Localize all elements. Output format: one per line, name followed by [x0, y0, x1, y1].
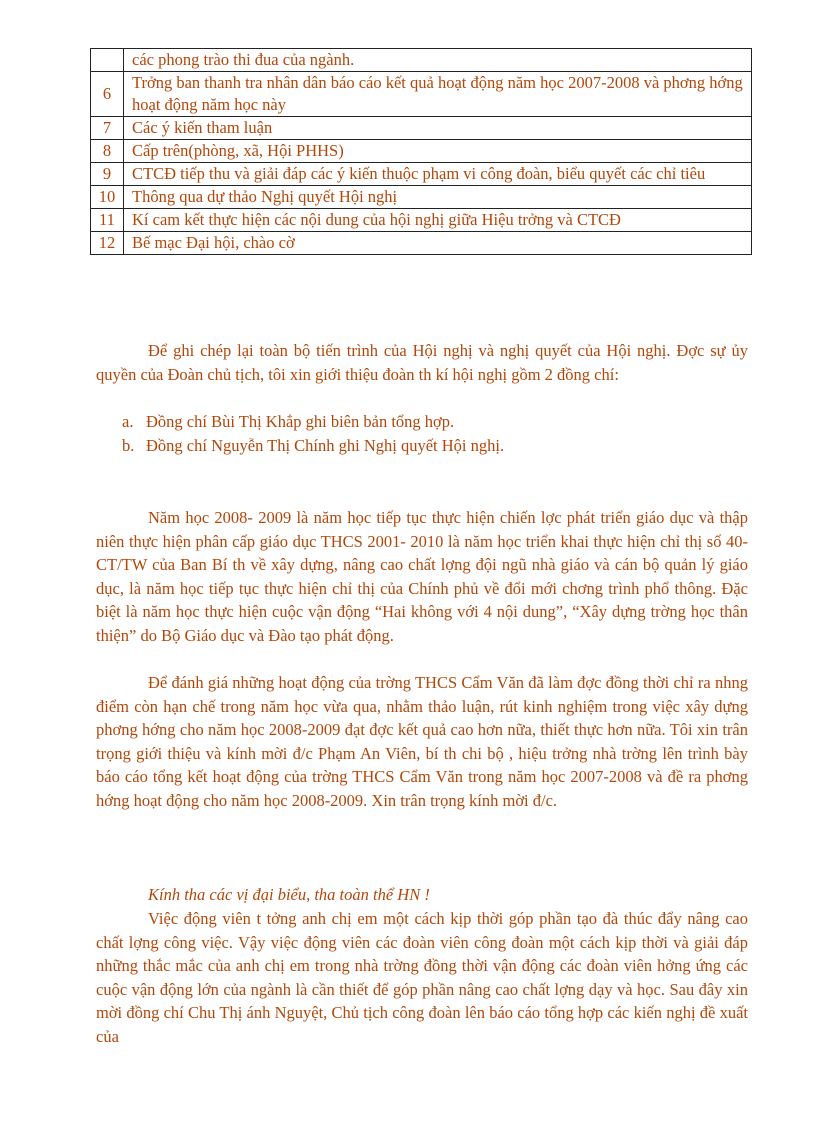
row-text: Cấp trên(phòng, xã, Hội PHHS) — [124, 140, 752, 163]
row-text: Các ý kiến tham luận — [124, 117, 752, 140]
row-number: 8 — [91, 140, 124, 163]
list-text: Đồng chí Bùi Thị Khắp ghi biên bản tổng hợp. — [146, 412, 455, 431]
agenda-table — [90, 48, 752, 255]
year-intro: Năm học 2008- 2009 là năm học tiếp tục thực hiện chiến lợc phát triển giáo dục và thập niên thực hiện phân cấp giáo dục THCS 2001- 2010 là năm học triển khai thực hiện chỉ thị số 40- CT/TW của Ban Bí th về xây dựng, nâng cao chất lợng đội ngũ nhà giáo và cán bộ quản lý giáo dục, là năm học tiếp tục thực hiện chỉ thị của Chính phủ về đổi mới chơng trình phổ thông. Đặc biệt là năm học thực hiện cuộc vận động “Hai không với 4 nội dung”, “Xây dựng trờng học thân thiện” do Bộ Giáo dục và Đào tạo phát động. — [96, 508, 748, 645]
row-text: Thông qua dự thảo Nghị quyết Hội nghị — [124, 186, 752, 209]
row-number: 11 — [91, 209, 124, 232]
row-number: 10 — [91, 186, 124, 209]
list-marker: b. — [122, 435, 135, 455]
secretary-list — [122, 410, 742, 457]
table-row — [91, 186, 752, 209]
row-number — [91, 49, 124, 72]
list-text: Đồng chí Nguyễn Thị Chính ghi Nghị quyết Hội nghị. — [146, 435, 505, 455]
table-row — [91, 49, 752, 72]
row-number: 6 — [91, 72, 124, 117]
report-intro: Để đánh giá những hoạt động của trờng THCS Cẩm Văn đã làm đợc đồng thời chỉ ra nhng điểm còn hạn chế trong năm học vừa qua, nhằm thảo luận, rút kinh nghiệm trong việc xây dựng phơng hớng cho năm học 2008-2009 đạt đợc kết quả cao hơn nữa, thiết thực hơn nữa. Tôi xin trân trọng giới thiệu và kính mời đ/c Phạm An Viên, bí th chi bộ , hiệu trởng nhà trờng lên trình bày báo cáo tổng kết hoạt động của trờng THCS Cẩm Văn trong năm học 2007-2008 và đề ra phơng hớng hoạt động cho năm học 2008-2009. Xin trân trọng kính mời đ/c. — [96, 673, 748, 810]
table-row — [91, 163, 752, 186]
row-text: CTCĐ tiếp thu và giải đáp các ý kiến thuộc phạm vi công đoàn, biểu quyết các chỉ tiêu — [124, 163, 752, 186]
table-row — [91, 117, 752, 140]
greeting: Kính tha các vị đại biểu, tha toàn thể HN ! — [148, 885, 430, 904]
table-row — [91, 140, 752, 163]
union-intro: Việc động viên t tởng anh chị em một cách kịp thời góp phần tạo đà thúc đẩy nâng cao chất lợng công việc. Vậy việc động viên các đoàn viên công đoàn một cách kịp thời và giải đáp những thắc mắc của anh chị em trong nhà trờng đồng thời vận động các đoàn viên hởng ứng các cuộc vận động lớn của ngành là cần thiết để góp phần nâng cao chất lợng dạy và học. Sau đây xin mời đồng chí Chu Thị ánh Nguyệt, Chủ tịch công đoàn lên báo cáo tổng hợp các kiến nghị đề xuất của — [96, 909, 748, 1046]
row-number: 9 — [91, 163, 124, 186]
row-text: Bế mạc Đại hội, chào cờ — [124, 232, 752, 255]
table-row — [91, 209, 752, 232]
table-row — [91, 232, 752, 255]
row-text: Kí cam kết thực hiện các nội dung của hội nghị giữa Hiệu trởng và CTCĐ — [124, 209, 752, 232]
list-marker: a. — [122, 412, 134, 431]
secretary-intro: Để ghi chép lại toàn bộ tiến trình của Hội nghị và nghị quyết của Hội nghị. Đợc sự ủy quyền của Đoàn chủ tịch, tôi xin giới thiệu đoàn th kí hội nghị gồm 2 đồng chí: — [96, 341, 748, 384]
table-row — [91, 72, 752, 117]
list-item — [122, 410, 742, 434]
row-number: 12 — [91, 232, 124, 255]
row-text: các phong trào thi đua của ngành. — [124, 49, 752, 72]
row-text: Trởng ban thanh tra nhân dân báo cáo kết quả hoạt động năm học 2007-2008 và phơng hớng hoạt động năm học này — [124, 72, 752, 117]
list-item — [122, 434, 742, 458]
row-number: 7 — [91, 117, 124, 140]
